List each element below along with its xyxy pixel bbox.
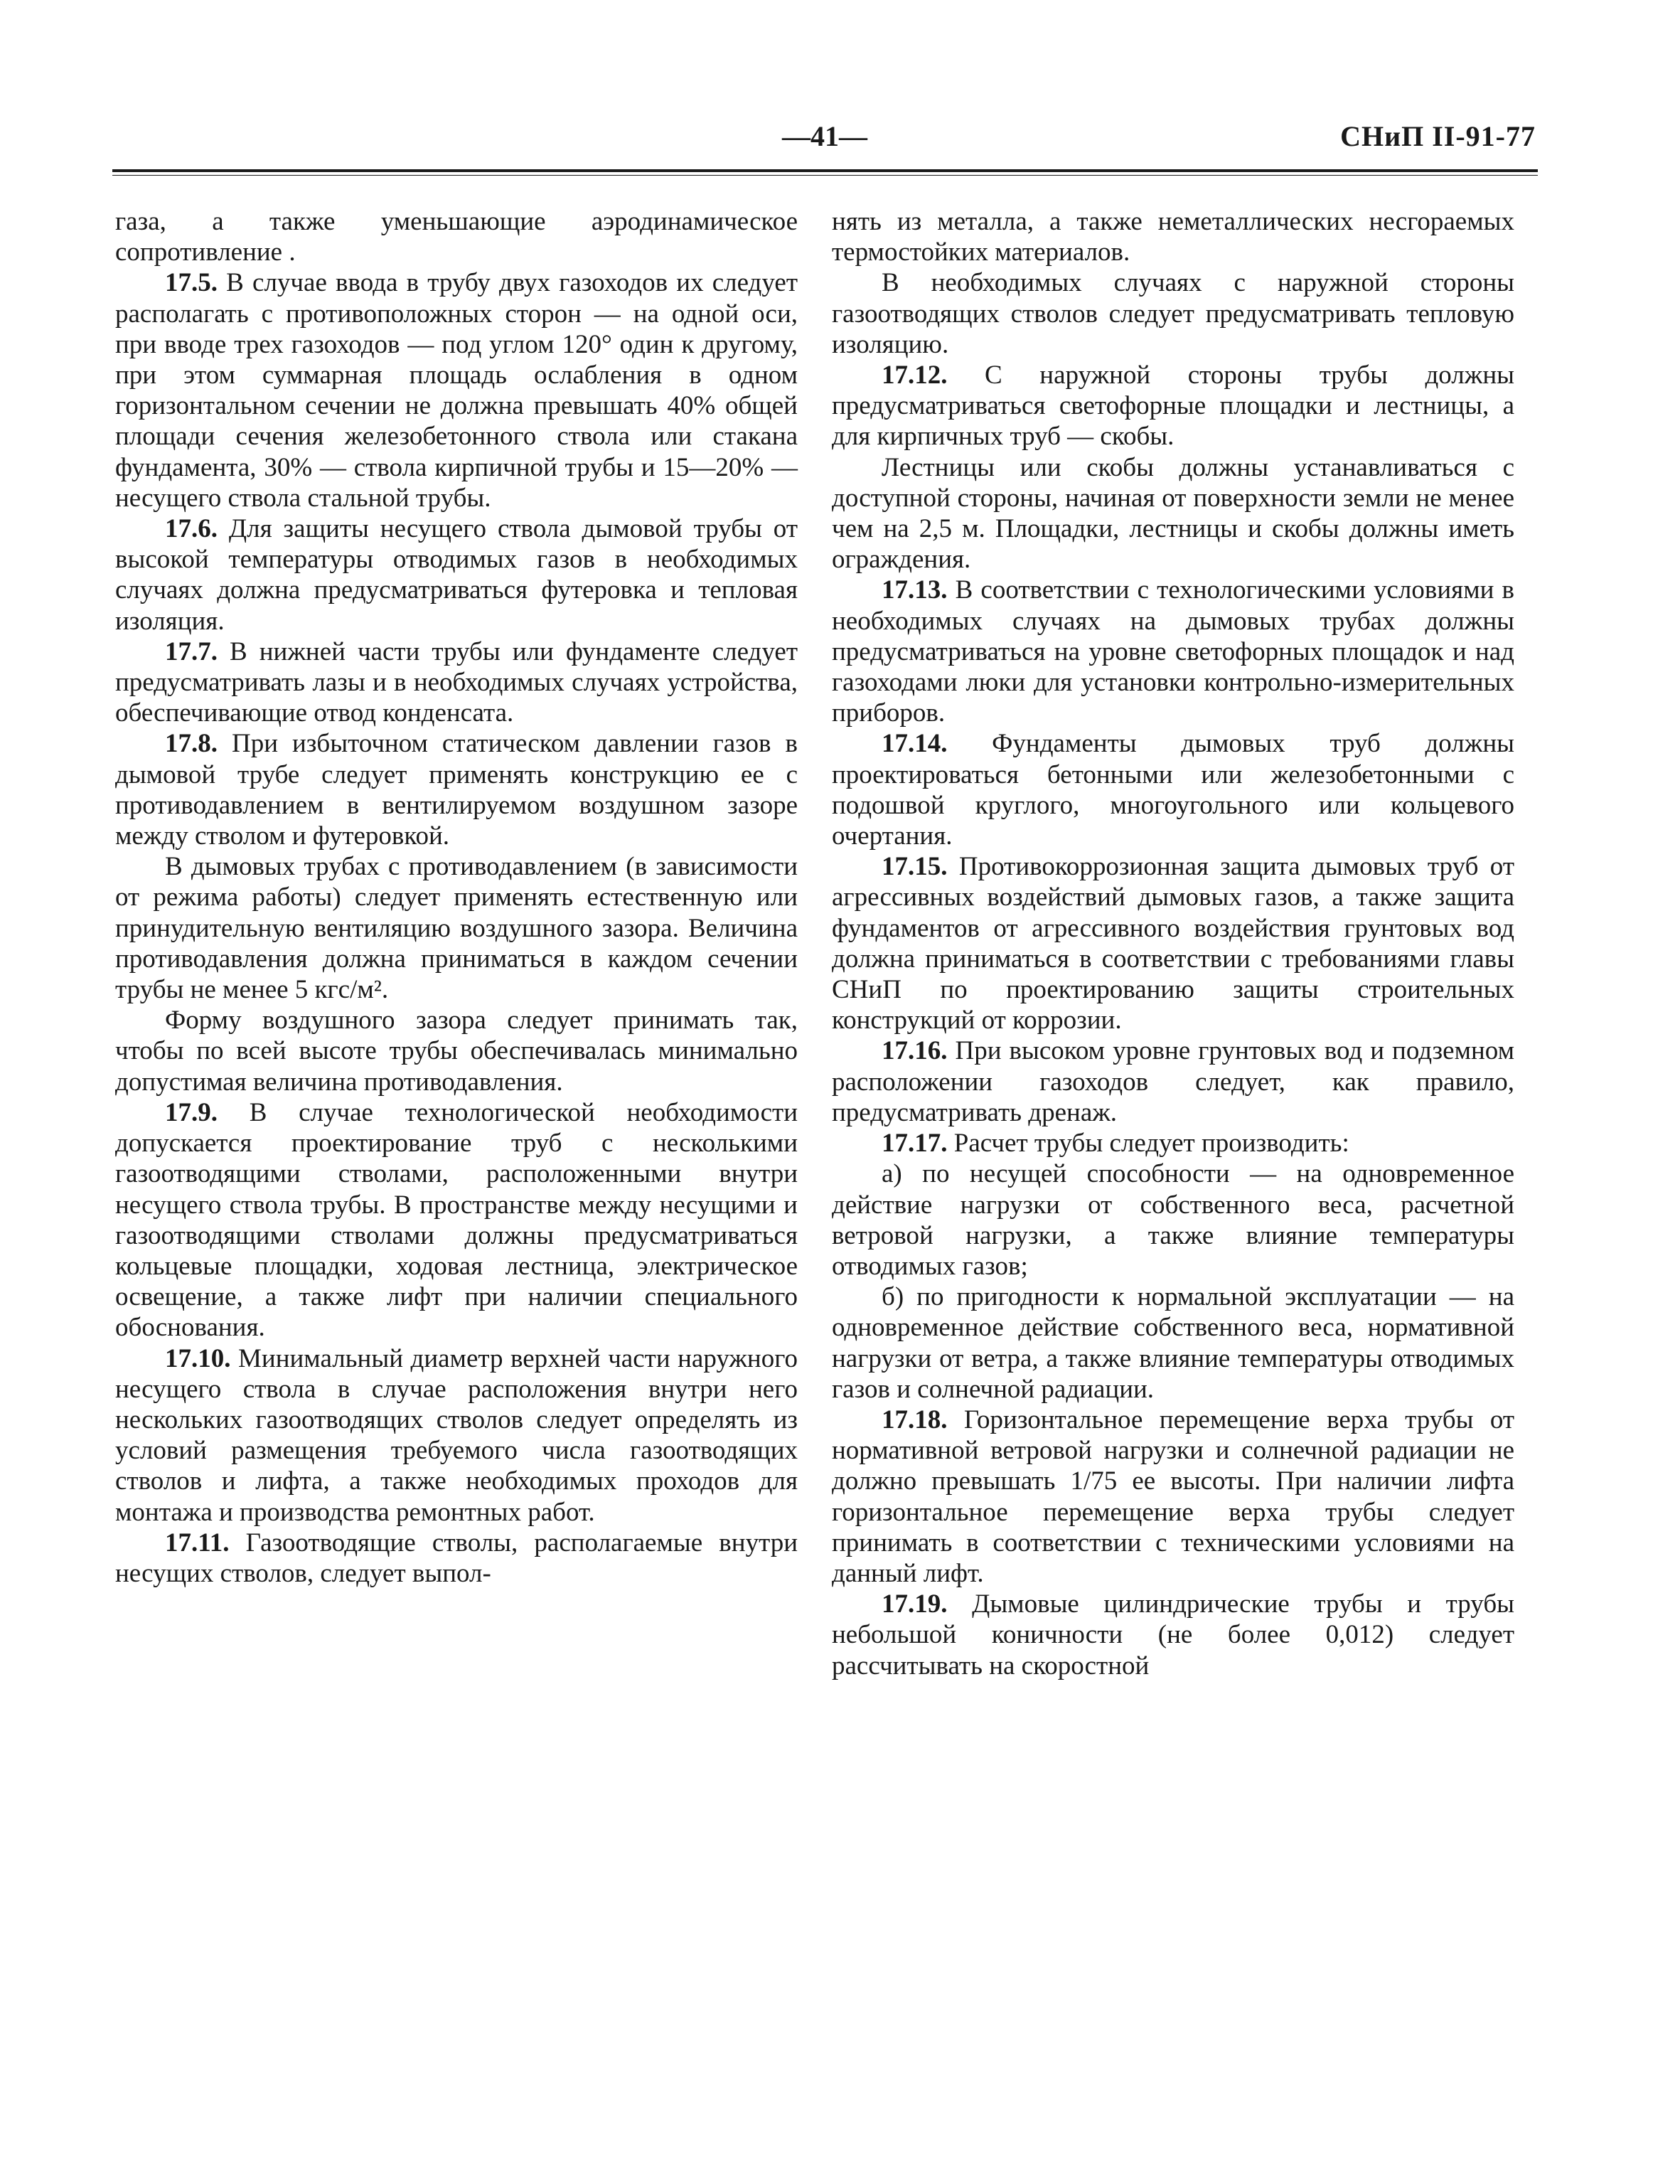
section-number: 17.13. (882, 575, 948, 605)
section-number: 17.5. (165, 268, 218, 298)
section-number: 17.6. (165, 514, 218, 544)
section-number: 17.16. (882, 1036, 948, 1066)
section-number: 17.18. (882, 1405, 948, 1434)
paragraph: Форму воздушного зазора следует принимать так, чтобы по всей высоте трубы обеспечивалась минимально допустимая величина противодавления. (115, 1006, 798, 1097)
section-number: 17.15. (882, 852, 948, 882)
paragraph-17-17: 17.17. Расчет трубы следует производить: (882, 1129, 1349, 1158)
section-number: 17.7. (165, 636, 218, 666)
paragraph: газа, а также уменьшающие аэродинамическое сопротивление . (115, 207, 798, 267)
paragraph-17-15: 17.15. Противокоррозионная защита дымовых труб от агрессивных воздействий дымовых газов, а также защита фундаментов от агрессивного воздействия грунтовых вод должна приниматься в соответствии с требованиями главы СНиП по проектированию защиты строительных конструкций от коррозии. (832, 852, 1514, 1035)
left-column (115, 206, 798, 1589)
paragraph-17-11: 17.11. Газоотводящие стволы, располагаемые внутри несущих стволов, следует выпол- (115, 1528, 798, 1588)
section-number: 17.14. (882, 729, 948, 759)
paragraph-17-5: 17.5. В случае ввода в трубу двух газоходов их следует располагать с противоположных сторон — на одной оси, при вводе трех газоходов — под углом 120° один к другому, при этом суммарная площадь ослабления в одном горизонтальном сечении не должна превышать 40% общей площади сечения железобетонного ствола или стакана фундамента, 30% — ствола кирпичной трубы и 15—20% — несущего ствола стальной трубы. (115, 268, 798, 513)
paragraph: Лестницы или скобы должны устанавливаться с доступной стороны, начиная от поверхности земли не менее чем на 2,5 м. Площадки, лестницы и скобы должны иметь ограждения. (832, 452, 1514, 575)
paragraph: нять из металла, а также неметаллических несгораемых термостойких материалов. (832, 207, 1514, 267)
list-item-a: а) по несущей способности — на одновременное действие нагрузки от собственного веса, расчетной ветровой нагрузки, а также влияние температуры отводимых газов; (832, 1159, 1514, 1281)
paragraph-17-7: 17.7. В нижней части трубы или фундаменте следует предусматривать лазы и в необходимых случаях устройства, обеспечивающие отвод конденсата. (115, 636, 798, 728)
paragraph-17-13: 17.13. В соответствии с технологическими условиями в необходимых случаях на дымовых трубах должны предусматриваться на уровне светофорных площадок и над газоходами люки для установки контрольно-измерительных приборов. (832, 575, 1514, 728)
paragraph-17-9: 17.9. В случае технологической необходимости допускается проектирование труб с несколькими газоотводящими стволами, расположенными внутри несущего ствола трубы. В пространстве между несущими и газоотводящими стволами должны предусматриваться кольцевые площадки, ходовая лестница, электрическое освещение, а также лифт при наличии специального обоснования. (115, 1097, 798, 1343)
paragraph-17-6: 17.6. Для защиты несущего ствола дымовой трубы от высокой температуры отводимых газов в необходимых случаях должна предусматриваться футеровка и тепловая изоляция. (115, 514, 798, 636)
paragraph-17-10: 17.10. Минимальный диаметр верхней части наружного несущего ствола в случае расположения внутри него нескольких газоотводящих стволов следует определять из условий размещения требуемого числа газоотводящих стволов и лифта, а также необходимых проходов для монтажа и производства ремонтных работ. (115, 1343, 798, 1527)
paragraph-17-18: 17.18. Горизонтальное перемещение верха трубы от нормативной ветровой нагрузки и солнечной радиации не должно превышать 1/75 ее высоты. При наличии лифта горизонтальное перемещение верха трубы следует принимать в соответствии с техническими условиями на данный лифт. (832, 1405, 1514, 1588)
paragraph-17-12: 17.12. С наружной стороны трубы должны предусматриваться светофорные площадки и лестницы, а для кирпичных труб — скобы. (832, 361, 1514, 452)
paragraph: В необходимых случаях с наружной стороны газоотводящих стволов следует предусматривать тепловую изоляцию. (832, 268, 1514, 359)
section-number: 17.8. (165, 729, 218, 759)
section-number: 17.11. (165, 1528, 230, 1557)
paragraph-17-19: 17.19. Дымовые цилиндрические трубы и трубы небольшой коничности (не более 0,012) следует рассчитывать на скоростной (832, 1589, 1514, 1680)
right-column (832, 206, 1514, 1681)
section-number: 17.10. (165, 1343, 231, 1373)
header-rule-thin (112, 175, 1538, 176)
section-number: 17.9. (165, 1097, 218, 1127)
paragraph-17-8: 17.8. При избыточном статическом давлении газов в дымовой трубе следует применять конструкцию ее с противодавлением в вентилируемом воздушном зазоре между стволом и футеровкой. (115, 729, 798, 851)
paragraph-17-14: 17.14. Фундаменты дымовых труб должны проектироваться бетонными или железобетонными с подошвой круглого, многоугольного или кольцевого очертания. (832, 729, 1514, 851)
page-number: —41— (782, 120, 867, 152)
header-rule (112, 169, 1538, 172)
section-number: 17.17. (882, 1129, 948, 1158)
document-code: СНиП II-91-77 (1340, 120, 1536, 152)
list-item-b: б) по пригодности к нормальной эксплуатации — на одновременное действие собственного веса, нормативной нагрузки от ветра, а также влияние температуры отводимых газов и солнечной радиации. (832, 1282, 1514, 1404)
paragraph-17-16: 17.16. При высоком уровне грунтовых вод и подземном расположении газоходов следует, как правило, предусматривать дренаж. (832, 1036, 1514, 1127)
section-number: 17.19. (882, 1589, 948, 1619)
paragraph: В дымовых трубах с противодавлением (в зависимости от режима работы) следует применять естественную или принудительную вентиляцию воздушного зазора. Величина противодавления должна приниматься в каждом сечении трубы не менее 5 кгс/м². (115, 852, 798, 1005)
section-number: 17.12. (882, 361, 948, 390)
